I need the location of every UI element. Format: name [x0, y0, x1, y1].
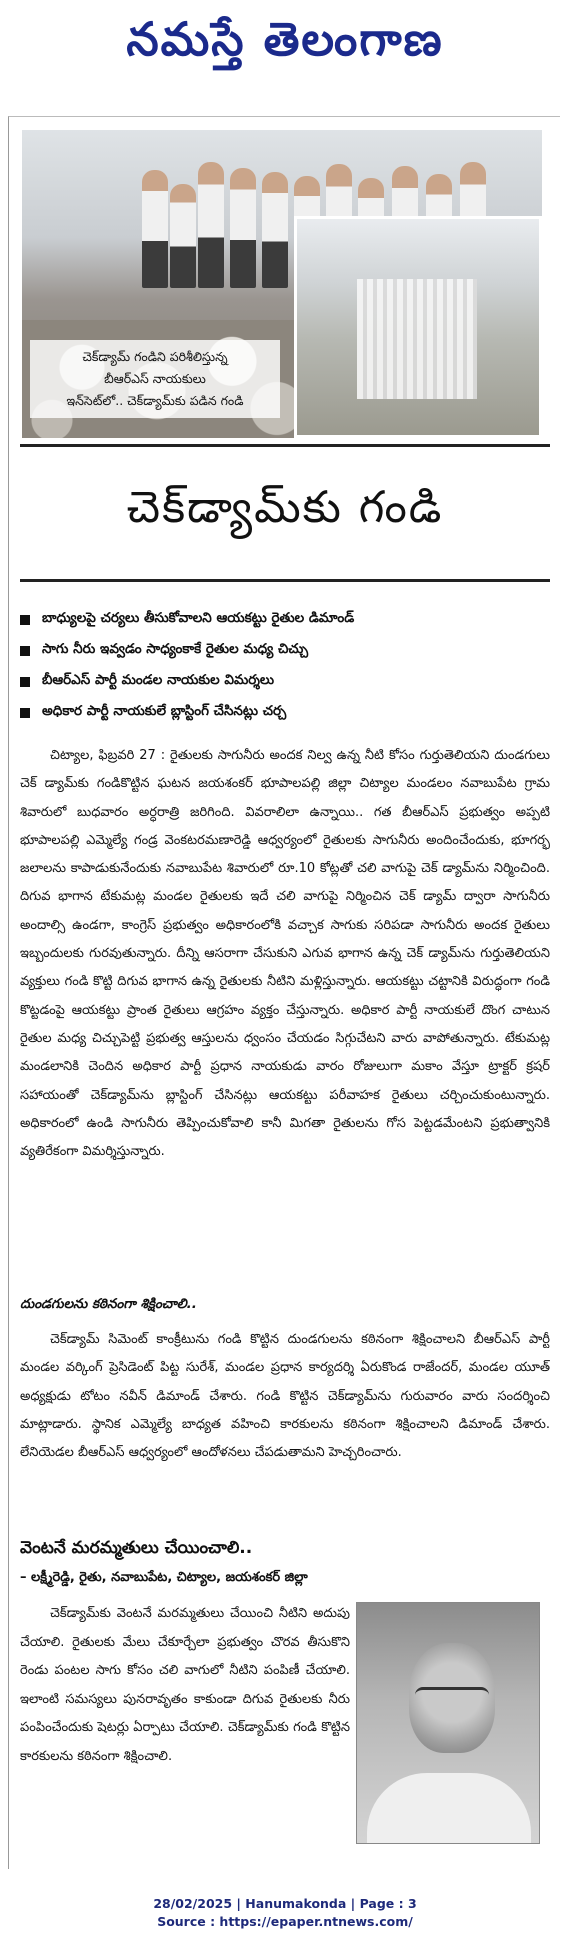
- bullet-text: బాధ్యులపై చర్యలు తీసుకోవాలని ఆయకట్టు రైతుల డిమాండ్: [42, 610, 355, 626]
- photo-caption: [30, 340, 280, 418]
- page-footer: [0, 1895, 570, 1931]
- person-figure: [170, 184, 196, 288]
- article-body: [20, 742, 550, 1166]
- person-figure: [198, 162, 224, 288]
- bullet-item: [20, 635, 550, 666]
- square-bullet-icon: [20, 677, 30, 687]
- masthead: [0, 0, 570, 90]
- bullet-text: సాగు నీరు ఇవ్వడం సాధ్యంకాకే రైతుల మధ్య చిచ్చు: [42, 641, 309, 657]
- footer-date-line: 28/02/2025 | Hanumakonda | Page : 3: [153, 1896, 417, 1911]
- bullet-item: [20, 697, 550, 728]
- headline-text: చెక్‌డ్యామ్‌కు గండి: [126, 482, 444, 533]
- farmer-quote: [20, 1600, 350, 1771]
- square-bullet-icon: [20, 615, 30, 625]
- caption-line: ఇన్‌సెట్‌లో.. చెక్‌డ్యామ్‌కు పడిన గండి: [66, 393, 244, 408]
- bullet-text: బీఆర్ఎస్ పార్టీ మండల నాయకుల విమర్శలు: [42, 672, 275, 688]
- farmer-portrait: [356, 1602, 540, 1844]
- quote-author: – లక్ష్మీరెడ్డి, రైతు, నవాబుపేట, చిట్యాల, జయశంకర్ జిల్లా: [20, 1570, 308, 1585]
- newspaper-title: నమస్తే తెలంగాణ: [126, 12, 444, 66]
- bullet-text: అధికార పార్టీ నాయకులే బ్లాస్టింగ్ చేసినట్లు చర్చ: [42, 703, 287, 719]
- bullet-item: [20, 604, 550, 635]
- subheading-punish: దుండగులను కఠినంగా శిక్షించాలి..: [20, 1296, 197, 1312]
- bullet-list: [20, 604, 550, 728]
- person-figure: [230, 168, 256, 288]
- article-body-2: [20, 1326, 550, 1467]
- subheading-repairs: వెంటనే మరమ్మతులు చేయించాలి..: [20, 1538, 253, 1558]
- bullet-item: [20, 666, 550, 697]
- article-paragraph: చెక్‌డ్యామ్ సిమెంట్ కాంక్రీటును గండి కొట్టిన దుండగులను కఠినంగా శిక్షించాలని బీఆర్ఎస్ పార్టీ మండల వర్కింగ్ ప్రెసిడెంట్ పిట్ట సురేశ్, మండల ప్రధాన కార్యదర్శి ఏరుకొండ రాజేందర్, మండల యూత్ అధ్యక్షుడు టోటం నవీన్ డిమాండ్ చేశారు. గండి కొట్టిన చెక్‌డ్యామ్‌ను గురువారం వారు సందర్శించి మాట్లాడారు. స్థానిక ఎమ్మెల్యే బాధ్యత వహించి కారకులను కఠినంగా శిక్షించాలని డిమాండ్ చేశారు. లేనియెడల బీఆర్ఎస్ ఆధ్వర్యంలో ఆందోళనలు చేపడుతామని హెచ్చరించారు.: [20, 1332, 550, 1461]
- square-bullet-icon: [20, 708, 30, 718]
- headline: [20, 444, 550, 582]
- footer-source-line: Source : https://epaper.ntnews.com/: [157, 1914, 413, 1929]
- waterfall: [357, 279, 477, 399]
- glasses-icon: [415, 1687, 489, 1703]
- inset-photo: [294, 216, 542, 438]
- square-bullet-icon: [20, 646, 30, 656]
- quote-paragraph: చెక్‌డ్యామ్‌కు వెంటనే మరమ్మతులు చేయించి నీటిని అదుపు చేయాలి. రైతులకు మేలు చేకూర్చేలా ప్రభుత్వం చొరవ తీసుకొని రెండు పంటల సాగు కోసం చలి వాగులో నీటిని పంపిణీ చేయాలి. ఇలాంటి సమస్యలు పునరావృతం కాకుండా దిగువ రైతులకు నీరు పంపించేందుకు షెటర్లు ఏర్పాటు చేయాలి. చెక్‌డ్యామ్‌కు గండి కొట్టిన కారకులను కఠినంగా శిక్షించాలి.: [20, 1606, 350, 1764]
- person-figure: [262, 172, 288, 288]
- caption-line: చెక్‌డ్యామ్ గండిని పరిశీలిస్తున్న: [82, 349, 228, 364]
- caption-line: బీఆర్ఎస్ నాయకులు: [104, 371, 206, 386]
- person-figure: [142, 170, 168, 288]
- article-paragraph: చిట్యాల, ఫిబ్రవరి 27 : రైతులకు సాగునీరు అందక నిల్వ ఉన్న నీటి కోసం గుర్తుతెలియని దుండగులు చెక్ డ్యామ్‌కు గండికొట్టిన ఘటన జయశంకర్ భూపాలపల్లి జిల్లా చిట్యాల మండలం నవాబుపేట గ్రామ శివారులో బుధవారం అర్ధరాత్రి జరిగింది. వివరాలిలా ఉన్నాయి.. గత బీఆర్ఎస్ ప్రభుత్వం అప్పటి భూపాలపల్లి ఎమ్మెల్యే గండ్ర వెంకటరమణారెడ్డి ఆధ్వర్యంలో రైతులకు సాగునీరు అందించేందుకు, భూగర్భ జలాలను కాపాడుకునేందుకు నవాబుపేట శివారులో రూ.10 కోట్లతో చలి వాగుపై చెక్ డ్యామ్‌ను నిర్మించింది. దిగువ భాగాన టేకుమట్ల మండల రైతులకు ఇదే చలి వాగుపై నిర్మించిన చెక్ డ్యామ్ ద్వారా సాగునీరు అందాల్సి ఉండగా, కాంగ్రెస్ ప్రభుత్వం అధికారంలోకి వచ్చాక సాగుకు సరిపడా సాగునీరు అందక రైతులు ఇబ్బందులకు గురవుతున్నారు. దీన్ని ఆసరాగా చేసుకుని ఎగువ భాగాన ఉన్న చెక్ డ్యామ్‌ను గుర్తుతెలియని వ్యక్తులు గండి కొట్టి దిగువ భాగాన ఉన్న రైతులకు నీటిని మళ్లిస్తున్నారు. ఆయకట్టు చట్టానికి విరుద్ధంగా గండి కొట్టడంపై ఆయకట్టు ప్రాంత రైతులు ఆగ్రహం వ్యక్తం చేస్తున్నారు. అధికార పార్టీ నాయకులే దొంగ చాటున రైతుల మధ్య చిచ్చుపెట్టి ప్రభుత్వ ఆస్తులను ధ్వంసం చేయడం సిగ్గుచేటని వారు వాపోతున్నారు. టేకుమట్ల మండలానికి చెందిన అధికార పార్టీ ప్రధాన నాయకుడు వారం రోజులుగా మకాం వేస్తూ ట్రాక్టర్ క్రషర్ సహాయంతో చెక్‌డ్యామ్‌ను బ్లాస్టింగ్ చేసినట్లు ఆయకట్టు పరీవాహక రైతులు చర్చించుకుంటున్నారు. అధికారంలో ఉండి సాగునీరు తెప్పించుకోవాలి కానీ మిగతా రైతులను గోస పెట్టడమేంటని ప్రభుత్వానికి వ్యతిరేకంగా విమర్శిస్తున్నారు.: [20, 748, 550, 1160]
- portrait-shirt: [367, 1773, 531, 1844]
